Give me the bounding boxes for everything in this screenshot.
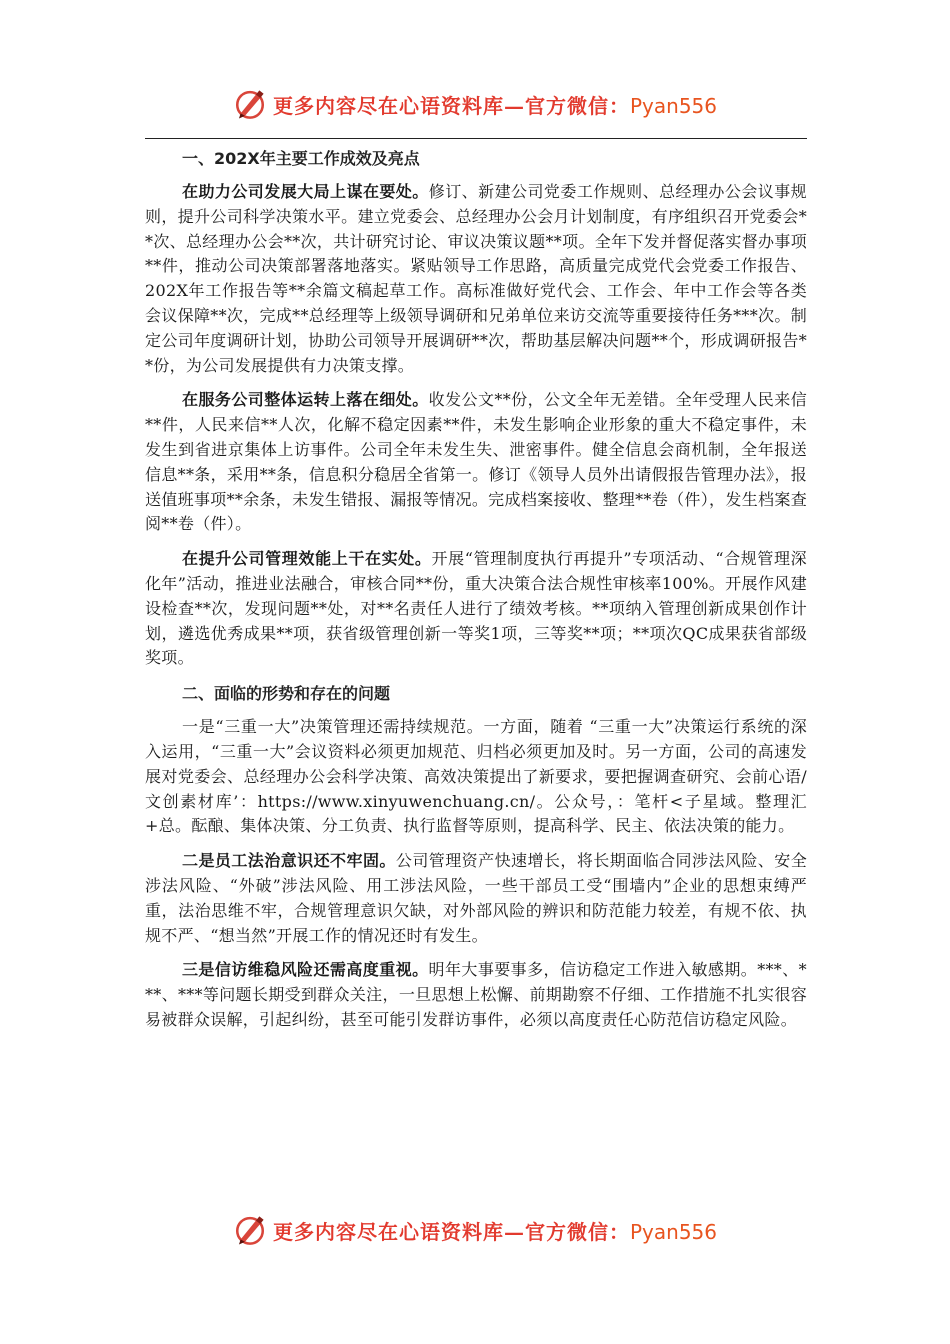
- paragraph-petition-risk: [145, 958, 807, 1032]
- pen-logo-icon: [233, 87, 267, 121]
- section-heading-1: 一、202X年主要工作成效及亮点: [182, 149, 420, 168]
- paragraph-operations: [145, 388, 807, 537]
- paragraph-text: 公司管理资产快速增长，将长期面临合同涉法风险、安全涉法风险、“外破”涉法风险、用工涉法风险，一些干部员工受“围墙内”企业的思想束缚严重，法治思维不牢，合规管理意识欠缺，对外部风险的辨识和防范能力较差，有规不依、执规不严、“想当然”开展工作的情况还时有发生。: [145, 851, 807, 945]
- paragraph-lead: 在助力公司发展大局上谋在要处。: [182, 182, 429, 201]
- paragraph-decision-support: [145, 180, 807, 378]
- paragraph-lead: 在服务公司整体运转上落在细处。: [182, 390, 429, 410]
- paragraph-text: 收发公文**份，公文全年无差错。全年受理人民来信**件，人民来信**人次，化解不稳定因素**件，未发生影响企业形象的重大不稳定事件，未发生到省进京集体上访事件。公司全年未发生失、泄密事件。健全信息会商机制，全年报送信息**条，采用**条，信息积分稳居全省第一。修订《领导人员外出请假报告管理办法》，报送值班事项**余条，未发生错报、漏报等情况。完成档案接收、整理**卷（件），发生档案查阅**卷（件）。: [145, 390, 807, 534]
- paragraph-lead: 在提升公司管理效能上干在实处。: [182, 549, 432, 569]
- wechat-id: Pyan556: [629, 93, 717, 118]
- header-banner: [0, 84, 950, 124]
- document-body: [145, 146, 807, 1033]
- paragraph-decision-rules: [145, 715, 807, 839]
- paragraph-text: 开展“管理制度执行再提升”专项活动、“合规管理深化年”活动，推进业法融合，审核合同**份，重大决策合法合规性审核率100%。开展作风建设检查**次，发现问题**处，对**名责任人进行了绩效考核。**项纳入管理创新成果创作计划，遴选优秀成果**项，获省级管理创新一等奖1项，三等奖**项；**项次QC成果获省部级奖项。: [145, 549, 807, 668]
- paragraph-text: 一是“三重一大”决策管理还需持续规范。一方面，随着 “三重一大”决策运行系统的深入运用，“三重一大”会议资料必须更加规范、归档必须更加及时。另一方面，公司的高速发展对党委会、总经理办公会科学决策、高效决策提出了新要求，要把握调查研究、会前心语/文创素材库’：https://www.xinyuwenchuang.cn/。公众号，：笔杆<子星域。整理汇+总。酝酿、集体决策、分工负责、执行监督等原则，提高科学、民主、依法决策的能力。: [145, 717, 807, 836]
- section-heading-2: 二、面临的形势和存在的问题: [182, 684, 391, 704]
- header-divider: [145, 138, 807, 139]
- paragraph-lead: 三是信访维稳风险还需高度重视。: [182, 960, 429, 980]
- paragraph-text: 明年大事要事多，信访稳定工作进入敏感期。***、***、***等问题长期受到群众关注，一旦思想上松懈、前期勘察不仔细、工作措施不扎实很容易被群众误解，引起纠纷，甚至可能引发群访事件，必须以高度责任心防范信访稳定风险。: [145, 960, 807, 1029]
- paragraph-legal-awareness: [145, 849, 807, 948]
- paragraph-management: [145, 547, 807, 671]
- banner-text: 更多内容尽在心语资料库—官方微信：Pyan556: [272, 1219, 717, 1244]
- pen-logo-icon: [233, 1213, 267, 1247]
- paragraph-text: 修订、新建公司党委工作规则、总经理办公会议事规则，提升公司科学决策水平。建立党委会、总经理办公会月计划制度，有序组织召开党委会**次、总经理办公会**次，共计研究讨论、审议决策议题**项。全年下发并督促落实督办事项**件，推动公司决策部署落地落实。紧贴领导工作思路，高质量完成党代会党委工作报告、202X年工作报告等**余篇文稿起草工作。高标准做好党代会、工作会、年中工作会等各类会议保障**次，完成**总经理等上级领导调研和兄弟单位来访交流等重要接待任务***次。制定公司年度调研计划，协助公司领导开展调研**次，帮助基层解决问题**个，形成调研报告**份，为公司发展提供有力决策支撑。: [145, 182, 807, 375]
- banner-text: 更多内容尽在心语资料库—官方微信：Pyan556: [272, 93, 717, 118]
- footer-banner: [0, 1210, 950, 1250]
- wechat-id: Pyan556: [629, 1219, 717, 1244]
- paragraph-lead: 二是员工法治意识还不牢固。: [182, 851, 396, 871]
